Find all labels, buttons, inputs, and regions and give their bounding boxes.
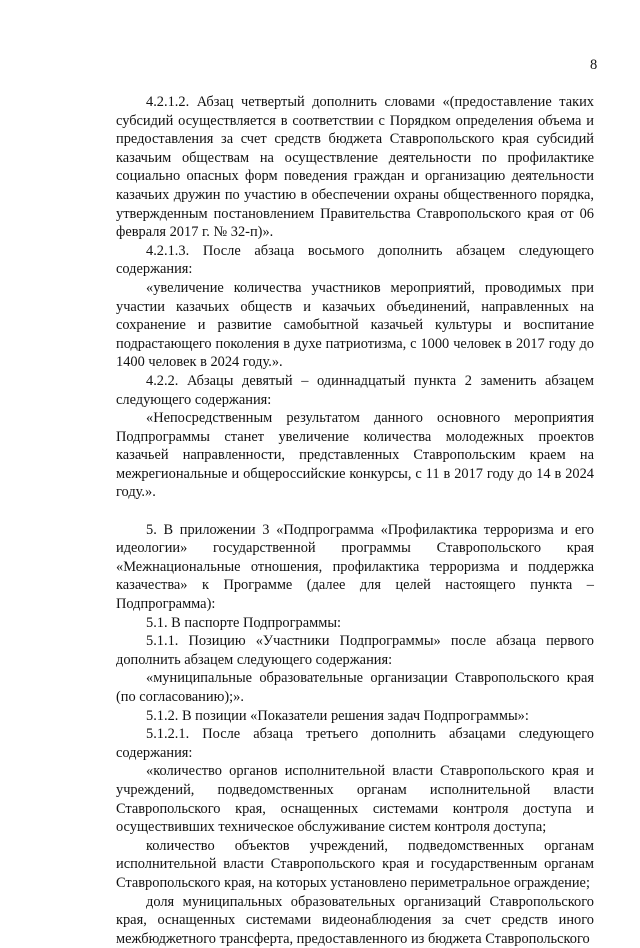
paragraph-quote-result: «Непосредственным результатом данного основного мероприятия Подпрограммы станет увеличение количества молодежных проектов казачьей направленности, представленных Ставропольским краем на межрегиональные и общероссийские конкурсы, с 11 в 2017 году до 14 в 2024 году.». [116,410,594,501]
paragraph-4-2-2: 4.2.2. Абзацы девятый – одиннадцатый пункта 2 заменить абзацем следующего содержания: [116,372,594,408]
paragraph-5: 5. В приложении 3 «Подпрограмма «Профилактика терроризма и его идеологии» государственной программы Ставропольского края «Межнациональные отношения, профилактика терроризма и поддержка казачества» к Программе (далее для целей настоящего пункта – Подпрограмма): [116,521,594,613]
paragraph-4-2-1-2: 4.2.1.2. Абзац четвертый дополнить словами «(предоставление таких субсидий осуществляется в соответствии с Порядком определения объема и предоставления за счет средств бюджета Ставропольского края субсидий казачьим обществам на осуществление деятельности по профилактике социально опасных форм поведения граждан и организацию деятельности казачьих дружин по участию в обеспечении охраны общественного порядка, утвержденным постановлением Правительства Ставропольского края от 06 февраля 2017 г. № 32-п)». [116,94,594,241]
paragraph-quote-participants: «увеличение количества участников мероприятий, проводимых при участии казачьих обществ и казачьих объединений, направленных на сохранение и развитие самобытной казачьей культуры и воспитание подрастающего поколения в духе патриотизма, с 1000 человек в 2017 году до 1400 человек в 2024 году.». [116,279,594,371]
paragraph-5-1: 5.1. В паспорте Подпрограммы: [146,614,341,631]
page-number: 8 [590,57,598,73]
paragraph-4-2-1-3: 4.2.1.3. После абзаца восьмого дополнить абзацем следующего содержания: [116,242,594,278]
paragraph-objects: количество объектов учреждений, подведомственных органам исполнительной власти Ставропольского края и государственным органам Ставропольского края, на которых установлено периметральное ограждение; [116,837,594,891]
paragraph-5-1-2: 5.1.2. В позиции «Показатели решения задач Подпрограммы»: [146,707,529,724]
paragraph-5-1-2-1: 5.1.2.1. После абзаца третьего дополнить абзацами следующего содержания: [116,726,594,761]
paragraph-quote-authorities: «количество органов исполнительной власти Ставропольского края и учреждений, подведомственных органам исполнительной власти Ставропольского края, оснащенных системами контроля доступа и осуществивших техническое обслуживание систем контроля доступа; [116,763,594,836]
paragraph-quote-municipal: «муниципальные образовательные организации Ставропольского края (по согласованию);». [116,670,594,705]
paragraph-5-1-1: 5.1.1. Позицию «Участники Подпрограммы» после абзаца первого дополнить абзацем следующего содержания: [116,633,594,668]
paragraph-share-organizations: доля муниципальных образовательных организаций Ставропольского края, оснащенных системами видеонаблюдения за счет средств иного межбюджетного трансферта, предоставленного из бюджета Ставропольского [116,893,594,947]
document-body [116,93,594,948]
